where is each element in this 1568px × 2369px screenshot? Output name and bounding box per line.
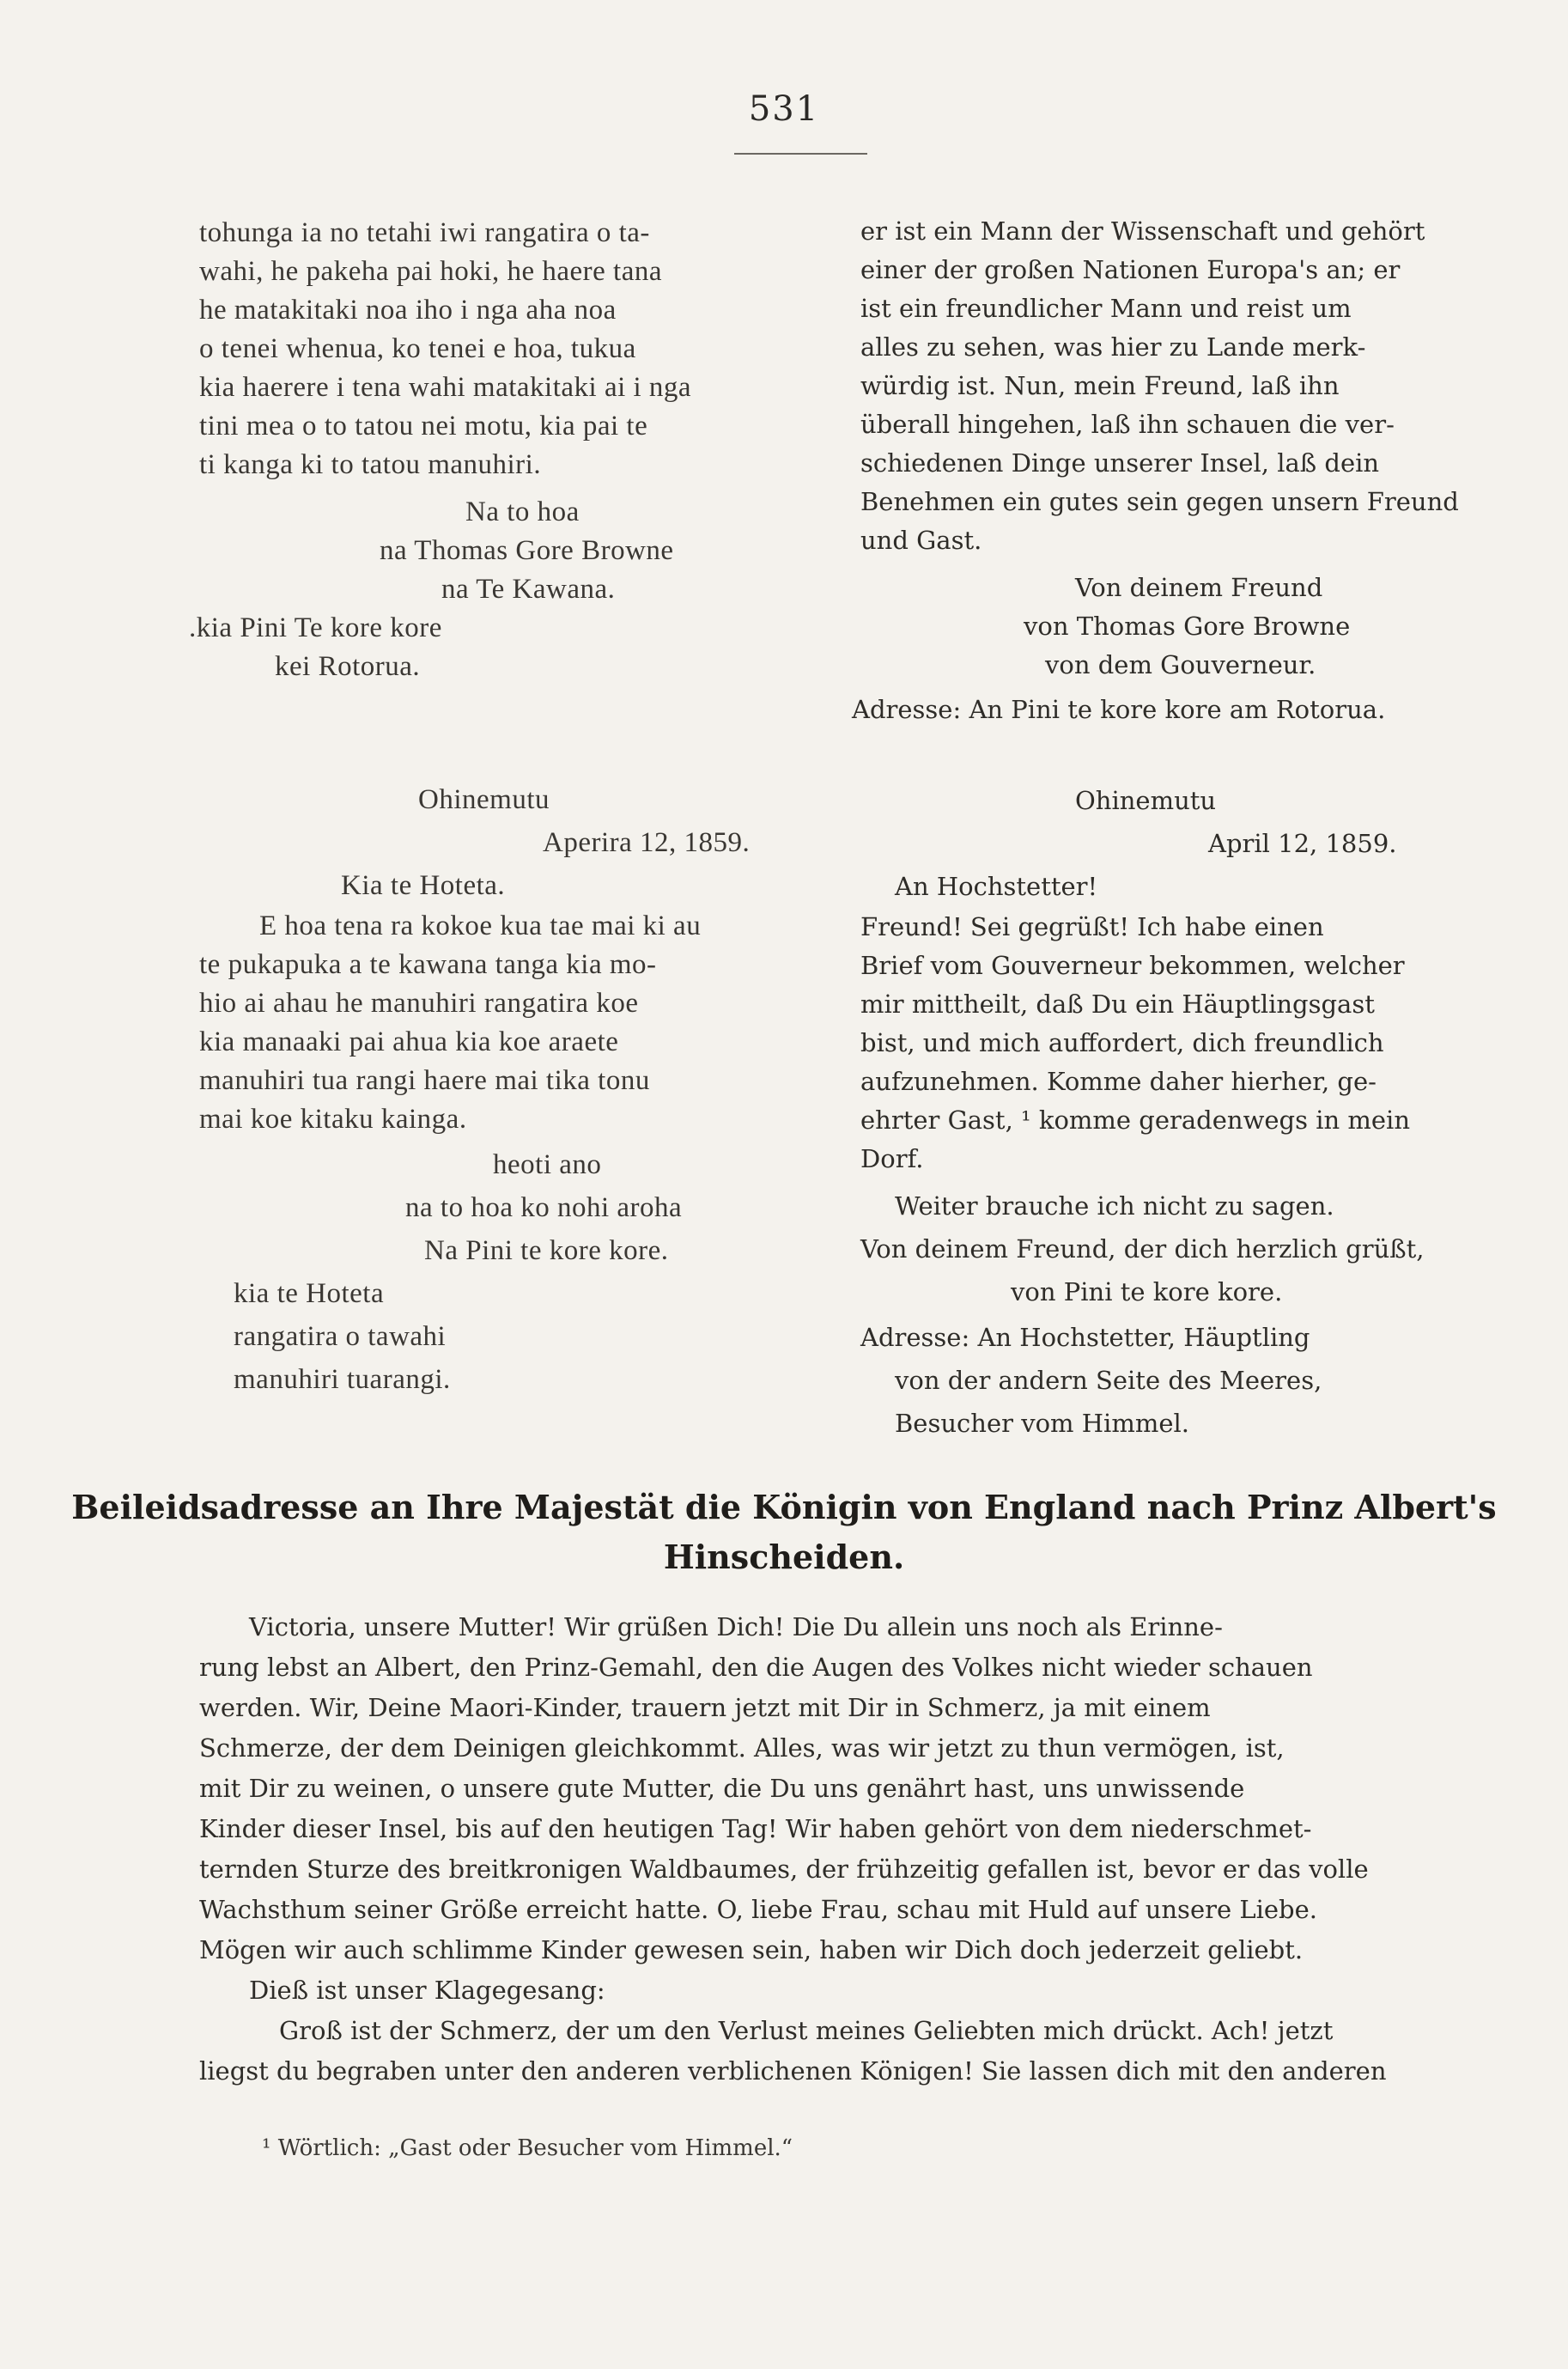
text-line: Dieß ist unser Klagegesang: (249, 1976, 605, 2005)
text-line: und Gast. (860, 526, 982, 555)
section-heading: Beileidsadresse an Ihre Majestät die Königin von England nach Prinz Albert's (71, 1488, 1497, 1526)
signature-line: Von deinem Freund, der dich herzlich grüßt, (860, 1234, 1425, 1264)
text-line: te pukapuka a te kawana tanga kia mo- (199, 949, 657, 980)
text-line: würdig ist. Nun, mein Freund, laß ihn (860, 371, 1340, 400)
text-line: er ist ein Mann der Wissenschaft und gehört (860, 216, 1425, 246)
text-line: schiedenen Dinge unserer Insel, laß dein (860, 448, 1380, 478)
page-number: 531 (748, 89, 820, 129)
signature-line: Na Pini te kore kore. (424, 1235, 669, 1266)
text-line: Dorf. (860, 1144, 924, 1173)
place-heading: Ohinemutu (418, 784, 550, 815)
text-line: überall hingehen, laß ihn schauen die ver- (860, 410, 1395, 439)
text-line: liegst du begraben unter den anderen verblichenen Königen! Sie lassen dich mit den anderen (199, 2056, 1387, 2086)
signature-line: von Thomas Gore Browne (1024, 612, 1351, 641)
text-line: kia haerere i tena wahi matakitaki ai i nga (199, 372, 692, 403)
signature-line: na to hoa ko nohi aroha (405, 1192, 683, 1223)
text-line: ehrter Gast, ¹ komme geradenwegs in mein (860, 1105, 1410, 1135)
date-line: April 12, 1859. (1208, 829, 1397, 858)
address-line: Adresse: An Pini te kore kore am Rotorua. (852, 695, 1386, 724)
signature-line: Von deinem Freund (1075, 573, 1323, 602)
address-line: Besucher vom Himmel. (895, 1409, 1189, 1438)
text-line: bist, und mich auffordert, dich freundlich (860, 1028, 1384, 1057)
section-heading: Hinscheiden. (663, 1538, 905, 1576)
text-line: Kinder dieser Insel, bis auf den heutigen Tag! Wir haben gehört von dem niederschmet- (199, 1814, 1312, 1843)
salutation: Kia te Hoteta. (341, 870, 506, 901)
text-line: mai koe kitaku kainga. (199, 1104, 467, 1135)
text-line: E hoa tena ra kokoe kua tae mai ki au (259, 910, 702, 941)
signature-line: Na to hoa (465, 496, 580, 527)
text-line: o tenei whenua, ko tenei e hoa, tukua (199, 333, 636, 364)
address-line: Adresse: An Hochstetter, Häuptling (860, 1323, 1310, 1352)
text-line: Weiter brauche ich nicht zu sagen. (895, 1191, 1334, 1221)
address-line: .kia Pini Te kore kore (189, 612, 442, 643)
text-line: Wachsthum seiner Größe erreicht hatte. O, liebe Frau, schau mit Huld auf unsere Liebe. (199, 1895, 1317, 1924)
date-line: Aperira 12, 1859. (543, 827, 751, 858)
text-line: Groß ist der Schmerz, der um den Verlust meines Geliebten mich drückt. Ach! jetzt (279, 2016, 1334, 2045)
address-line: kia te Hoteta (234, 1278, 385, 1309)
page-number-rule (734, 153, 867, 155)
signature-line: na Thomas Gore Browne (380, 535, 674, 566)
text-line: wahi, he pakeha pai hoki, he haere tana (199, 256, 663, 287)
address-line: kei Rotorua. (275, 651, 421, 682)
text-line: tohunga ia no tetahi iwi rangatira o ta- (199, 217, 650, 248)
signature-line: von dem Gouverneur. (1045, 650, 1316, 679)
footnote: ¹ Wörtlich: „Gast oder Besucher vom Himmel.“ (262, 2135, 793, 2161)
text-line: mir mittheilt, daß Du ein Häuptlingsgast (860, 990, 1375, 1019)
text-line: werden. Wir, Deine Maori-Kinder, trauern jetzt mit Dir in Schmerz, ja mit einem (199, 1693, 1211, 1722)
text-line: mit Dir zu weinen, o unsere gute Mutter, die Du uns genährt hast, uns unwissende (199, 1774, 1245, 1803)
text-line: ist ein freundlicher Mann und reist um (860, 294, 1352, 323)
text-line: ternden Sturze des breitkronigen Waldbaumes, der frühzeitig gefallen ist, bevor er das volle (199, 1854, 1369, 1884)
text-line: alles zu sehen, was hier zu Lande merk- (860, 332, 1366, 362)
text-line: manuhiri tua rangi haere mai tika tonu (199, 1065, 650, 1096)
text-line: aufzunehmen. Komme daher hierher, ge- (860, 1067, 1377, 1096)
text-line: rung lebst an Albert, den Prinz-Gemahl, den die Augen des Volkes nicht wieder schauen (199, 1653, 1313, 1682)
signature-line: heoti ano (493, 1149, 602, 1180)
text-line: Benehmen ein gutes sein gegen unsern Freund (860, 487, 1459, 516)
text-line: Freund! Sei gegrüßt! Ich habe einen (860, 912, 1324, 941)
text-line: einer der großen Nationen Europa's an; er (860, 255, 1401, 284)
text-line: he matakitaki noa iho i nga aha noa (199, 295, 617, 326)
signature-line: von Pini te kore kore. (1011, 1277, 1283, 1306)
address-line: manuhiri tuarangi. (234, 1364, 451, 1395)
place-heading: Ohinemutu (1075, 786, 1217, 815)
text-line: ti kanga ki to tatou manuhiri. (199, 449, 542, 480)
text-line: tini mea o to tatou nei motu, kia pai te (199, 411, 648, 442)
text-line: Victoria, unsere Mutter! Wir grüßen Dich! Die Du allein uns noch als Erinne- (249, 1612, 1223, 1641)
signature-line: na Te Kawana. (441, 574, 616, 605)
text-line: Brief vom Gouverneur bekommen, welcher (860, 951, 1405, 980)
address-line: rangatira o tawahi (234, 1321, 447, 1352)
salutation: An Hochstetter! (895, 872, 1098, 901)
text-line: Schmerze, der dem Deinigen gleichkommt. Alles, was wir jetzt zu thun vermögen, ist, (199, 1733, 1285, 1763)
text-line: hio ai ahau he manuhiri rangatira koe (199, 988, 639, 1019)
text-line: kia manaaki pai ahua kia koe araete (199, 1026, 619, 1057)
text-line: Mögen wir auch schlimme Kinder gewesen sein, haben wir Dich doch jederzeit geliebt. (199, 1935, 1304, 1964)
address-line: von der andern Seite des Meeres, (895, 1366, 1322, 1395)
